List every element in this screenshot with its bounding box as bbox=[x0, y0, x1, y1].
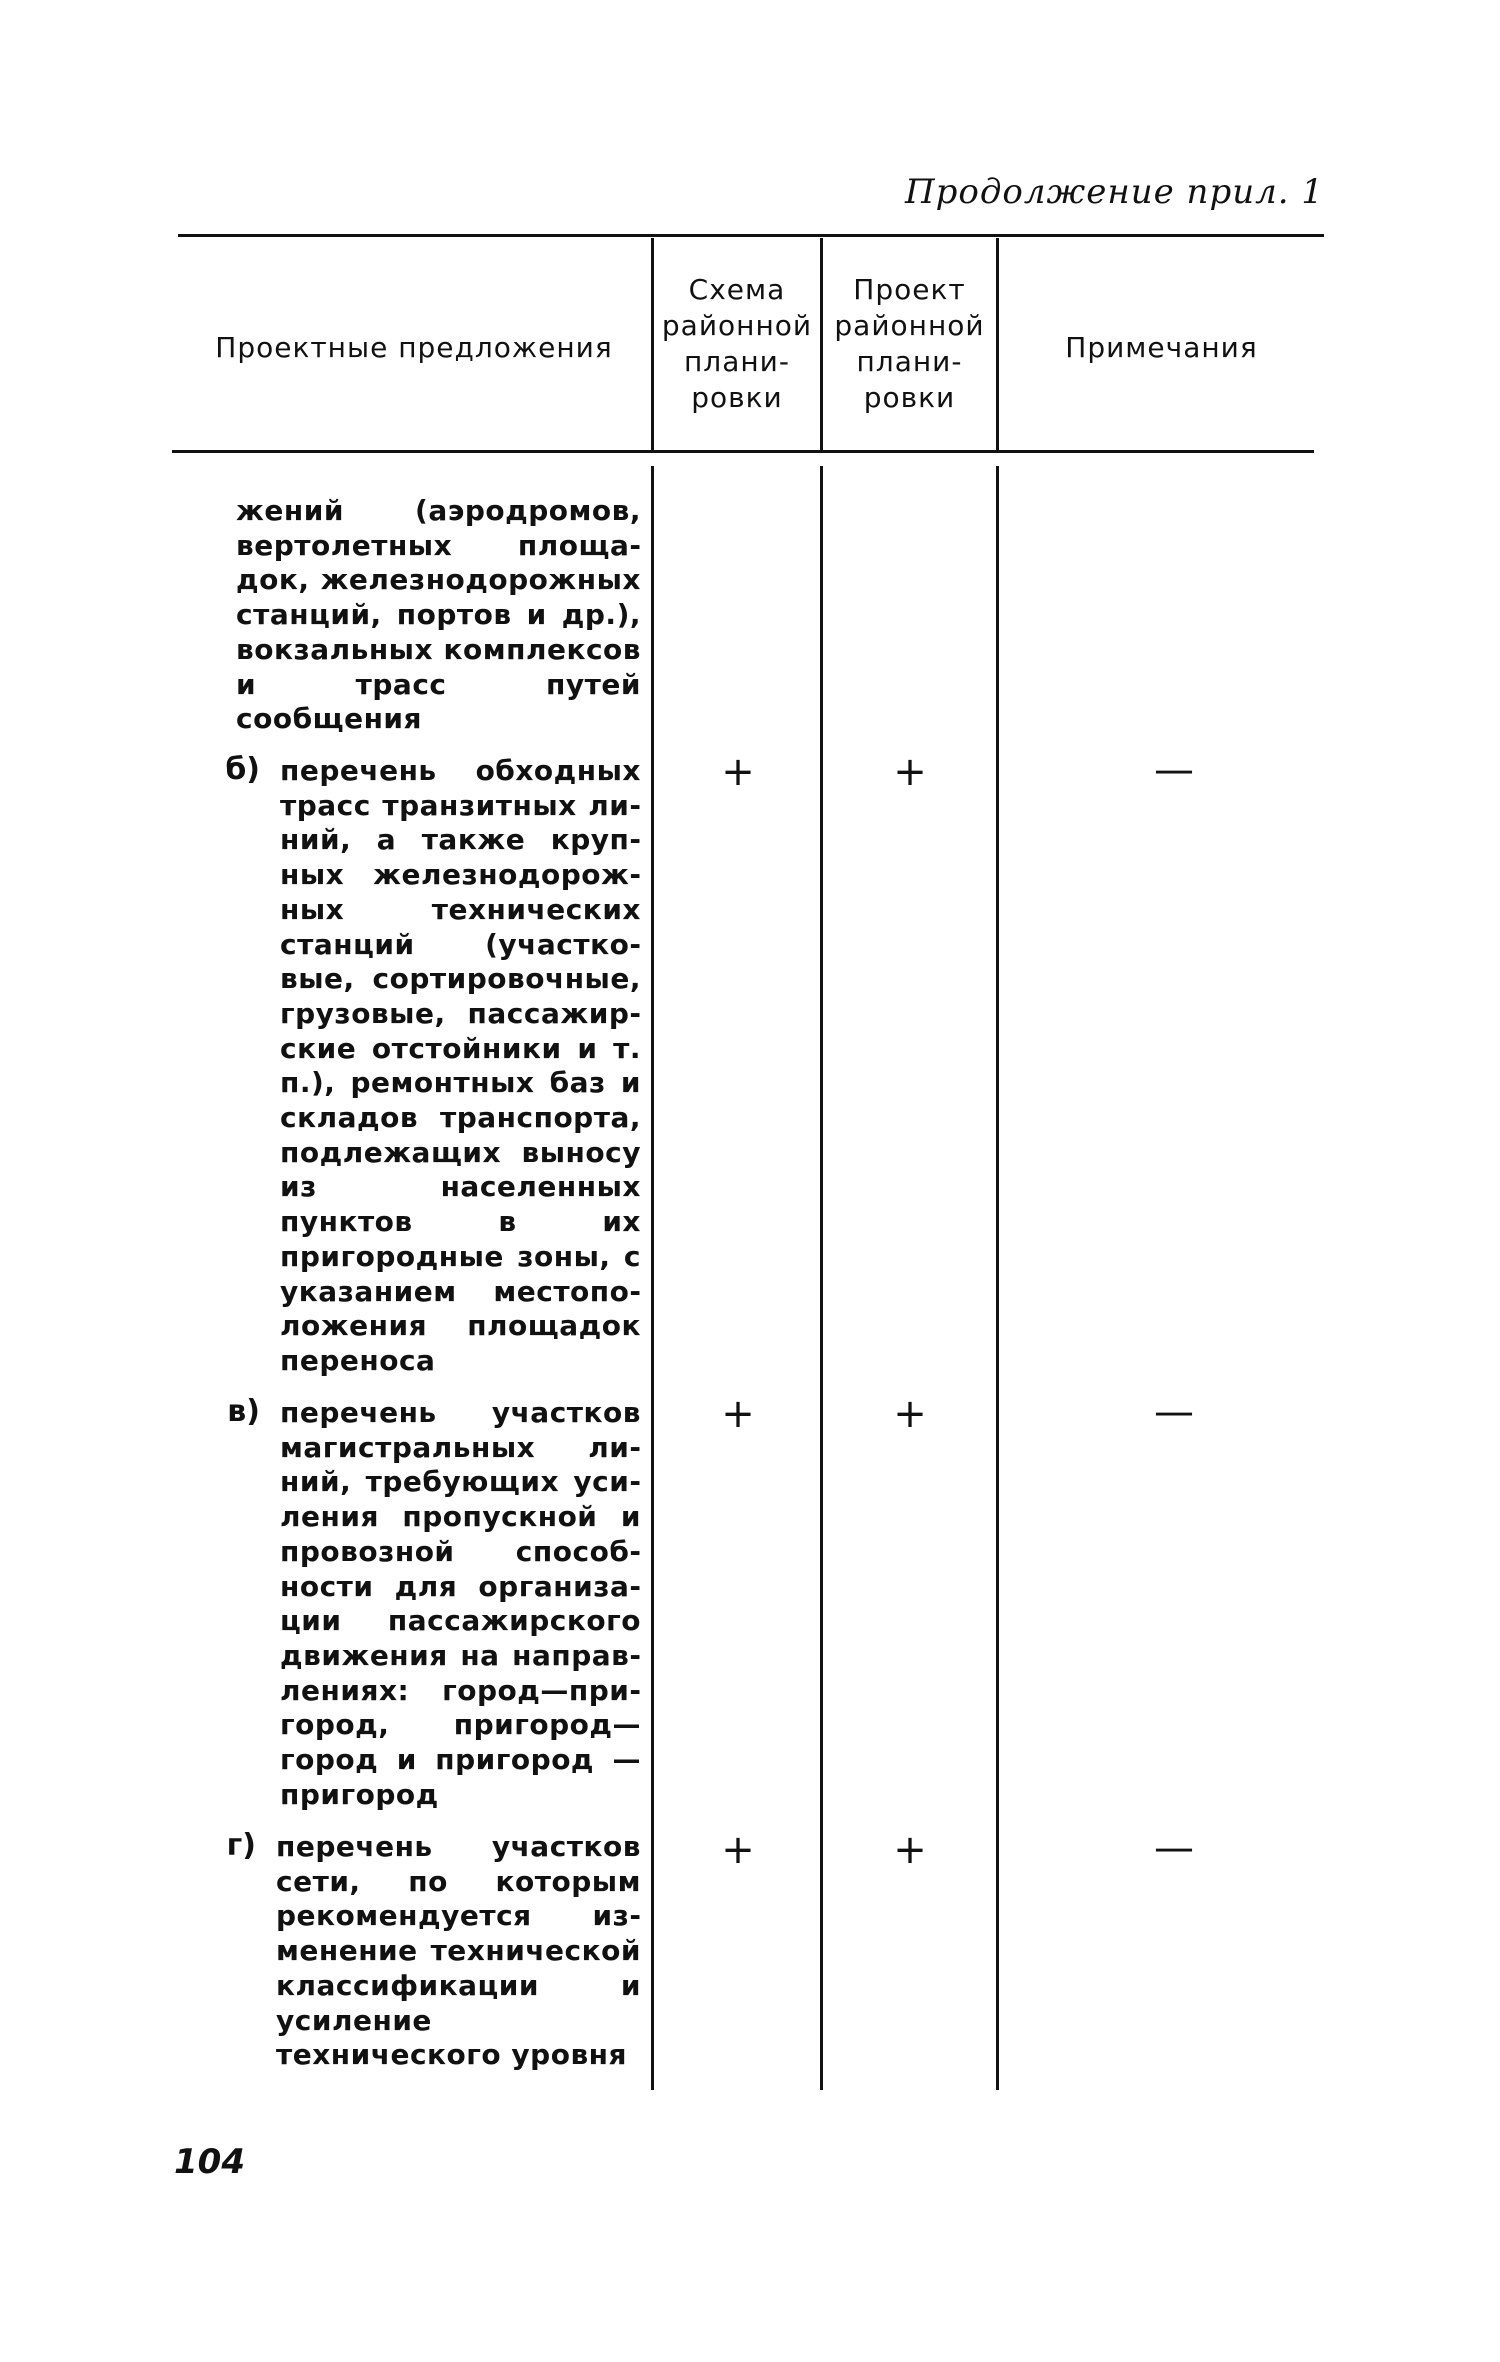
row-continuation-text: жений (аэродромов, вертолетных площадок, железнодорожных станций, портов и др.), вокзальных комплексов и трасс путей сообщения bbox=[236, 494, 641, 736]
table-top-rule bbox=[178, 234, 1324, 237]
row-b-scheme-mark: + bbox=[721, 749, 755, 795]
header-proposals: Проектные предложения bbox=[215, 331, 613, 364]
page-number: 104 bbox=[174, 2142, 245, 2182]
row-g-marker: г) bbox=[226, 1828, 256, 1863]
row-v-scheme-mark: + bbox=[721, 1391, 755, 1437]
row-v-text: перечень участков магистральных линий, требующих усиления пропускной и провозной способности для организации пассажирского движения на направлениях: город—пригород, пригород—город и пригород — пригород bbox=[280, 1396, 641, 1811]
row-g-project-mark: + bbox=[893, 1827, 927, 1873]
header-bottom-rule bbox=[172, 450, 1314, 453]
row-b-note-mark: — bbox=[1154, 747, 1194, 793]
row-b-text: перечень обходных трасс транзитных линий, а также крупных железнодорожных технических станций (участковые, сортировочные, грузовые, пассажирские отстойники и т. п.), ремонтных баз и складов транспорта, подлежащих выносу из населенных пунктов в их пригородные зоны, с указанием местоположения площадок переноса bbox=[280, 754, 641, 1377]
row-v-project-mark: + bbox=[893, 1391, 927, 1437]
continuation-caption: Продолжение прил. 1 bbox=[905, 172, 1324, 212]
header-scheme: Схема районной плани- ровки bbox=[661, 273, 813, 414]
row-g-note-mark: — bbox=[1154, 1825, 1194, 1871]
row-v-marker: в) bbox=[227, 1394, 260, 1429]
row-g-scheme-mark: + bbox=[721, 1827, 755, 1873]
row-g-text: перечень участков сети, по которым рекомендуется изменение технической классификации и усиление технического уровня bbox=[276, 1830, 641, 2072]
body-divider-1 bbox=[651, 466, 654, 2090]
row-b-project-mark: + bbox=[893, 749, 927, 795]
header-notes: Примечания bbox=[1065, 331, 1258, 364]
row-b-marker: б) bbox=[225, 752, 260, 787]
row-v-note-mark: — bbox=[1154, 1389, 1194, 1435]
header-project: Проект районной плани- ровки bbox=[834, 273, 985, 414]
body-divider-2 bbox=[820, 466, 823, 2090]
body-divider-3 bbox=[996, 466, 999, 2090]
